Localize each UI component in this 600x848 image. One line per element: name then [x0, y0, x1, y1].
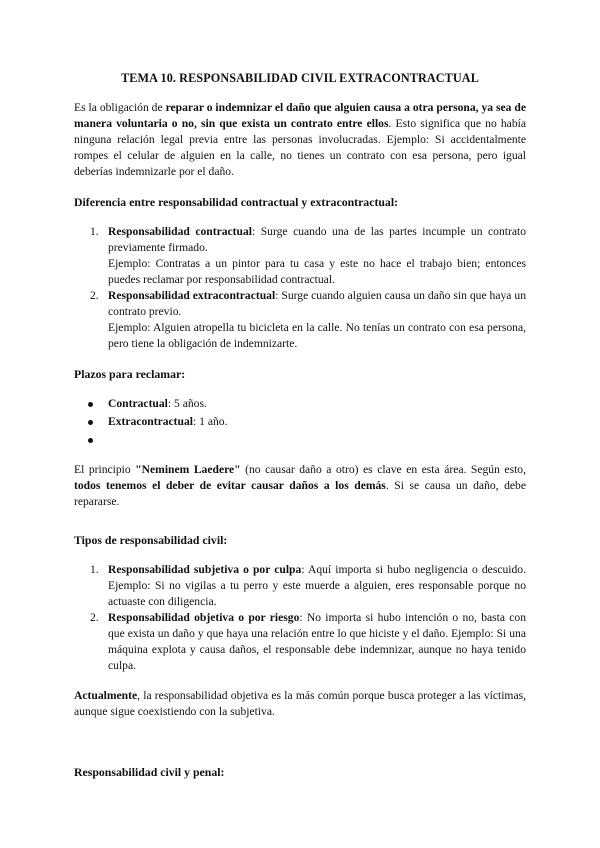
item-text: : Surge cuando una de las partes incumple un contrato previamente firmado.	[108, 225, 527, 254]
actualmente-paragraph	[74, 688, 526, 720]
bullet-icon	[88, 438, 93, 443]
civil-penal-heading: Responsabilidad civil y penal:	[74, 765, 225, 779]
actualmente-rest: , la responsabilidad objetiva es la más común porque busca proteger a las víctimas, aunque sigue coexistiendo con la subjetiva.	[74, 689, 526, 718]
principle-bold-name: "Neminem Laedere"	[135, 463, 241, 476]
item-text: : 1 año.	[193, 415, 228, 428]
intro-lead: Es la obligación de	[74, 101, 166, 114]
item-text: : No importa si hubo intención o no, basta con que exista un daño y que haya una relación entre lo que hiciste y el daño. Ejemplo: Si una máquina explota y causa daños, el responsable debe indemnizar, aunque no haya tenido culpa.	[108, 611, 527, 672]
intro-bold: reparar o indemnizar el daño que alguien causa a otra persona, ya sea de manera voluntaria o no, sin que exista un contrato entre ellos	[74, 101, 527, 130]
item-term: Contractual	[108, 397, 168, 410]
item-example: Ejemplo: Contratas a un pintor para tu casa y este no hace el trabajo bien; entonces puedes reclamar por responsabilidad contractual.	[108, 257, 526, 286]
principle-bold-duty: todos tenemos el deber de evitar causar daños a los demás	[74, 479, 386, 492]
item-term: Responsabilidad contractual	[108, 225, 253, 238]
diferencia-heading: Diferencia entre responsabilidad contractual y extracontractual:	[74, 195, 399, 209]
bullet-icon	[88, 402, 93, 407]
item-text: : Surge cuando alguien causa un daño sin que haya un contrato previo.	[108, 289, 526, 318]
list-item	[74, 432, 526, 448]
principle-lead: El principio	[74, 463, 136, 476]
list-item	[74, 288, 526, 352]
actualmente-bold: Actualmente	[74, 689, 138, 702]
principle-rest: . Si se causa un daño, debe repararse.	[74, 479, 526, 508]
principle-paragraph	[74, 462, 526, 510]
list-item	[74, 414, 526, 430]
item-term: Extracontractual	[108, 415, 194, 428]
item-term: Responsabilidad extracontractual	[108, 289, 276, 302]
list-item	[74, 224, 526, 288]
intro-rest: . Esto significa que no había ninguna relación legal previa entre las personas involucradas. Ejemplo: Si accidentalmente rompes el celular de alguien en la calle, no tienes un contrato con esa persona, pero igual deberías indemnizarle por el daño.	[74, 117, 526, 178]
item-text: : 5 años.	[167, 397, 207, 410]
diferencia-list	[74, 224, 526, 352]
list-item	[74, 610, 526, 674]
intro-paragraph	[74, 100, 526, 180]
item-text: : Aquí importa si hubo negligencia o descuido. Ejemplo: Si no vigilas a tu perro y este muerde a alguien, eres responsable porque no actuaste con diligencia.	[108, 563, 526, 608]
page-title: TEMA 10. RESPONSABILIDAD CIVIL EXTRACONTRACTUAL	[121, 71, 479, 85]
bullet-icon	[88, 420, 93, 425]
item-number: 1.	[90, 225, 99, 238]
item-number: 2.	[90, 611, 99, 624]
item-term: Responsabilidad objetiva o por riesgo	[108, 611, 300, 624]
tipos-heading: Tipos de responsabilidad civil:	[74, 533, 228, 547]
list-item	[74, 396, 526, 412]
list-item	[74, 562, 526, 610]
plazos-heading: Plazos para reclamar:	[74, 367, 186, 381]
item-example: Ejemplo: Alguien atropella tu bicicleta en la calle. No tenías un contrato con esa persona, pero tiene la obligación de indemnizarte.	[108, 321, 526, 350]
plazos-list	[74, 396, 526, 448]
principle-mid: (no causar daño a otro) es clave en esta área. Según esto,	[240, 463, 526, 476]
item-term: Responsabilidad subjetiva o por culpa	[108, 563, 302, 576]
tipos-list	[74, 562, 526, 674]
item-number: 1.	[90, 563, 99, 576]
item-number: 2.	[90, 289, 99, 302]
